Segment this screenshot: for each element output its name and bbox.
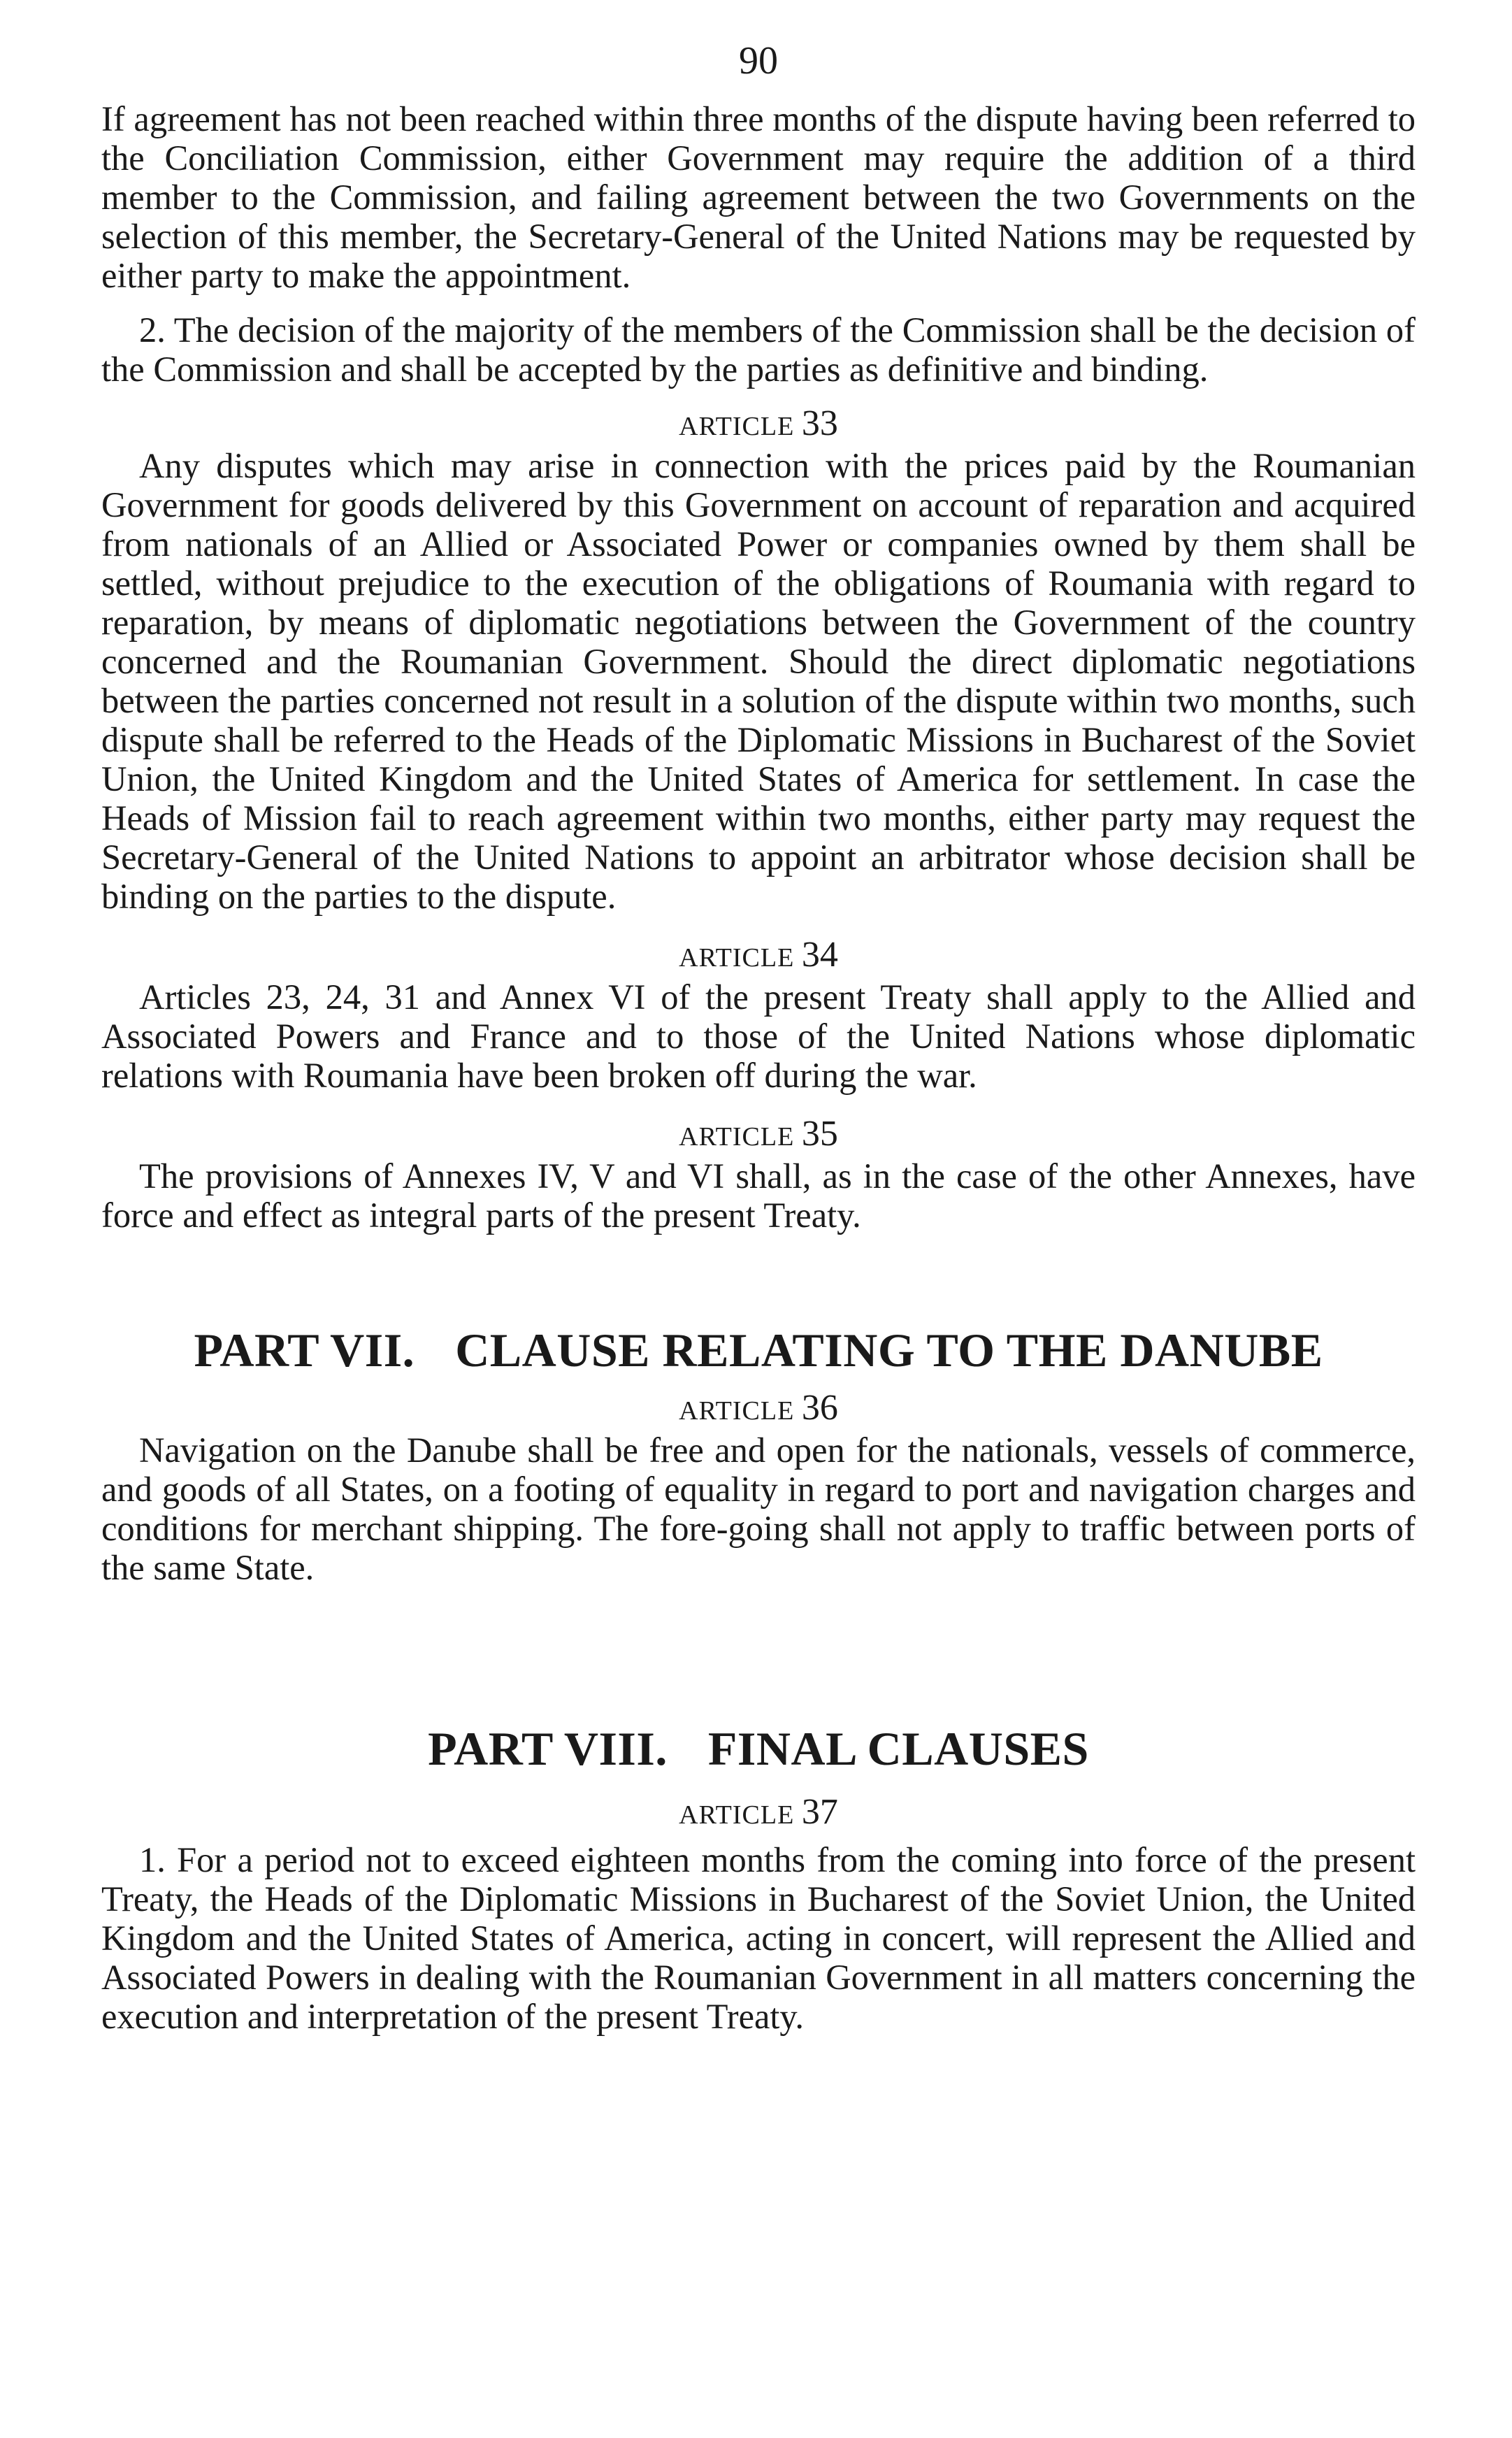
paragraph-article-37: 1. For a period not to exceed eighteen months from the coming into force of the present Treaty, the Heads of the Diplomatic Missions in Bucharest of the Soviet Union, the United Kingdom and the United States of America, acting in concert, will represent the Allied and Associated Powers in dealing with the Roumanian Government in all matters concerning the execution and interpretation of the present Treaty. [101,1840,1416,2036]
article-35-heading [101,1114,1416,1156]
paragraph-dispute-third-member: If agreement has not been reached within three months of the dispute having been referred to the Conciliation Commission, either Government may require the addition of a third member to the Commission, and failing agreement between the two Governments on the selection of this member, the Secretary-General of the United Nations may be requested by either party to make the appointment. [101,99,1416,295]
article-label: ARTICLE [679,943,795,973]
article-33-heading [101,404,1416,446]
paragraph-article-33: Any disputes which may arise in connection with the prices paid by the Roumanian Government for goods delivered by this Government on account of reparation and acquired from nationals of an Allied or Associated Power or companies owned by them shall be settled, without prejudice to the execution of the obligations of Roumania with regard to reparation, by means of diplomatic negotiations between the Government of the country concerned and the Roumanian Government. Should the direct diplomatic negotiations between the parties concerned not result in a solution of the dispute within two months, such dispute shall be referred to the Heads of the Diplomatic Missions in Bucharest of the Soviet Union, the United Kingdom and the United States of America for settlement. In case the Heads of Mission fail to reach agreement within two months, either party may request the Secretary-General of the United Nations to appoint an arbitrator whose decision shall be binding on the parties to the dispute. [101,446,1416,916]
article-label: ARTICLE [679,1396,795,1426]
article-number: 33 [801,403,838,443]
part-label: PART VIII. [428,1722,668,1775]
paragraph-article-34: Articles 23, 24, 31 and Annex VI of the present Treaty shall apply to the Allied and Associated Powers and France and to those of the United Nations whose diplomatic relations with Roumania have been broken off during the war. [101,977,1416,1095]
article-34-heading [101,935,1416,977]
paragraph-article-35: The provisions of Annexes IV, V and VI shall, as in the case of the other Annexes, have force and effect as integral parts of the present Treaty. [101,1156,1416,1235]
article-label: ARTICLE [679,412,795,441]
part-label: PART VII. [194,1324,415,1377]
paragraph-majority-decision: 2. The decision of the majority of the members of the Commission shall be the decision of the Commission and shall be accepted by the parties as definitive and binding. [101,310,1416,389]
article-number: 36 [801,1388,838,1428]
part-7-heading [101,1321,1416,1379]
document-page [101,36,1416,2036]
article-number: 34 [801,935,838,975]
part-title: FINAL CLAUSES [707,1722,1089,1775]
article-label: ARTICLE [679,1122,795,1152]
paragraph-article-36: Navigation on the Danube shall be free and open for the nationals, vessels of commerce, and goods of all States, on a footing of equality in regard to port and navigation charges and conditions for merchant shipping. The fore-going shall not apply to traffic between ports of the same State. [101,1430,1416,1587]
article-label: ARTICLE [679,1800,795,1830]
article-number: 35 [801,1114,838,1154]
article-36-heading [101,1389,1416,1430]
part-8-heading [101,1720,1416,1777]
article-number: 37 [801,1792,838,1832]
article-37-heading [101,1793,1416,1835]
page-number: 90 [739,39,778,83]
part-title: CLAUSE RELATING TO THE DANUBE [455,1324,1323,1377]
